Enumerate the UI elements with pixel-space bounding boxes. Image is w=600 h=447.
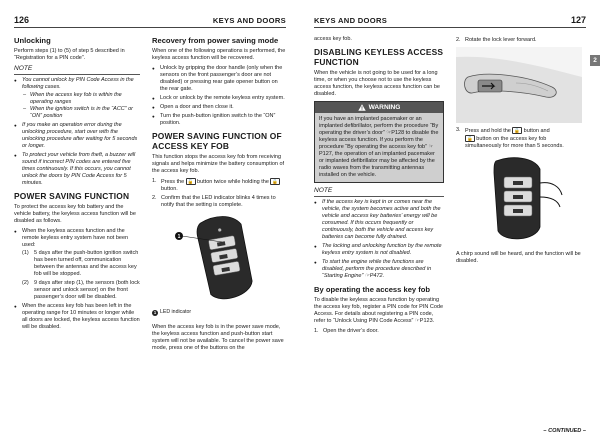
lock-button-icon: 🔒 [514,128,521,133]
step-item: 1. Press the 🔓 button twice while holding the 🔒 button. [152,178,279,192]
warning-header: WARNING [315,102,443,113]
warning-box [314,101,444,183]
step-item: 2. Rotate the lock lever forward. [456,37,537,43]
section-title: KEYS AND DOORS [314,16,388,25]
column-2 [152,36,286,355]
step-item: 3. Press and hold the 🔒 button and 🔓 button on the access key fob simultaneously for more than 5 seconds. [456,127,564,149]
list-item: ● When the keyless access function and the remote keyless entry system have not been used: (1) 5 days after the push-button ignition switch has been turned off, communication between the antennas and the access key fob will be stopped. (2) 9 days after step (1), the sensors (both lock sensor and unlock sensor) on the front passenger’s door will be disabled. [14,228,140,301]
operating-text: To disable the keyless access function by operating the access key fob, register a PIN code for PIN Code Access. For details about registering a PIN code, refer to “Unlock Using PIN Code Access” ☞P123. [314,297,444,324]
note-subitem: – When the access key fob is within the operating ranges [22,92,140,106]
key-fob-illustration [152,212,286,308]
recovery-list [152,65,286,127]
recovery-heading: Recovery from power saving mode [152,36,279,45]
disabling-heading: DISABLING KEYLESS ACCESS FUNCTION [314,47,444,67]
recovery-text: When one of the following operations is performed, the keyless access function will be recovered. [152,48,286,61]
note-item: ● If you make an operation error during the unlocking procedure, start over with the unlocking procedure after waiting for 5 seconds or longer. [14,122,140,150]
list-item: ● Turn the push-button ignition switch to the “ON” position. [152,113,286,127]
key-fob-figure [152,212,286,308]
disabling-text: When the vehicle is not going to be used for a long time, or when you choose not to use the keyless access function, the keyless access function can be disabled. [314,70,440,97]
callout-badge: 1 [153,310,157,315]
note-list [14,77,140,187]
unlocking-text: Perform steps (1) to (5) of step 5 described in “Registration for a PIN code”. [14,48,125,61]
page-number: 126 [14,15,30,25]
section-title: KEYS AND DOORS [212,16,286,25]
note-label: NOTE [14,65,33,72]
lock-lever-figure [456,47,582,123]
power-saving-text: To protect the access key fob battery and the vehicle battery, the keyless access function will be disabled as follows. [14,204,136,224]
warning-triangle-icon [358,104,366,111]
step-item: 1. Open the driver’s door. [314,328,379,334]
list-item: ● When the access key fob has been left in the operating range for 10 minutes or longer while all doors are locked, the keyless access function will be disabled. [14,303,140,331]
list-item: ● Unlock by gripping the door handle (only when the sensors on the front passenger’s door are not disabled) or pressing rear gate opener button on the rear gate. [152,65,286,93]
carryover-text: access key fob. [314,36,352,42]
unlock-button-icon: 🔓 [187,179,194,184]
steps-continued-2 [456,127,582,150]
svg-text:1: 1 [177,233,181,240]
note-list [314,199,444,280]
continued-label: – CONTINUED – [543,428,586,434]
figure-caption: 1 LED indicator [153,309,192,315]
warning-text: If you have an implanted pacemaker or an implanted defibrillator, perform the procedure “By operating the driver’s door” ☞P128 to disable the keyless access function. If you perform the procedure “By operating the access key fob” ☞P127, the operation of an implanted pacemaker or implanted defibrillator may be affected by the radio waves from the transmitting antennas installed on the vehicle. [315,113,443,182]
chapter-tab: 2 [590,55,600,66]
column-1 [14,36,140,333]
column-3 [314,36,444,338]
operating-steps [314,328,444,335]
note-item: ● To start the engine while the functions are disabled, perform the procedure described in “Starting Engine” ☞P472. [314,259,444,280]
note-divider [14,74,140,75]
key-fob-buttons-illustration [456,153,582,245]
psf-heading: POWER SAVING FUNCTION OF ACCESS KEY FOB [152,131,282,151]
step-item: (1) 5 days after the push-button ignition switch has been turned off, communication between the antennas and the access key fob will be stopped. [22,250,139,277]
power-saving-heading: POWER SAVING FUNCTION [14,191,130,201]
chirp-text: A chirp sound will be heard, and the function will be disabled. [456,251,581,264]
step-item: 2. Confirm that the LED indicator blinks 4 times to notify that the setting is complete. [152,195,276,208]
note-label: NOTE [314,187,333,194]
note-item: ● The locking and unlocking function by the remote keyless entry system is not disabled. [314,243,444,257]
step-item: (2) 9 days after step (1), the sensors (both lock sensor and unlock sensor) on the front passenger’s door will be disabled. [22,280,140,300]
unlocking-heading: Unlocking [14,36,51,45]
page-header [14,14,286,28]
psf-after-text: When the access key fob is in the power save mode, the keyless access function and push-button start system will not be available. To cancel the power save mode, press one of the buttons on the [152,324,284,351]
psf-steps [152,178,286,209]
right-page [300,0,600,447]
fob-press-figure [456,153,582,245]
operating-heading: By operating the access key fob [314,285,431,294]
note-divider [314,196,444,197]
note-item: ● To protect your vehicle from theft, a buzzer will sound if incorrect PIN codes are entered five times continuously. If this occurs, you cannot unlock the doors by PIN Code Access for 5 minutes. [14,152,140,187]
note-item: ● You cannot unlock by PIN Code Access in the following cases. – When the access key fob is within the operating ranges – When the ignition switch is in the “ACC” or “ON” position [14,77,140,120]
lock-button-icon: 🔒 [272,179,279,184]
list-item: ● Open a door and then close it. [152,104,286,111]
psf-text: This function stops the access key fob from receiving signals and helps minimize the battery consumption of the access key fob. [152,154,285,174]
column-4 [456,36,582,268]
note-item: ● If the access key is kept in or comes near the vehicle, the system becomes active and both the vehicle and access key batteries’ energy will be consumed. If this occurs frequently or continuously, both the vehicle and access key batteries can become fully drained. [314,199,444,241]
list-item: ● Lock or unlock by the remote keyless entry system. [152,95,286,102]
steps-continued [456,37,582,44]
page-number: 127 [570,15,586,25]
power-saving-list [14,228,140,331]
page-header [314,14,586,28]
unlock-button-icon: 🔓 [467,136,473,141]
note-subitem: – When the ignition switch is in the “ACC” or “ON” position [22,106,140,120]
door-lock-lever-illustration [456,47,582,123]
